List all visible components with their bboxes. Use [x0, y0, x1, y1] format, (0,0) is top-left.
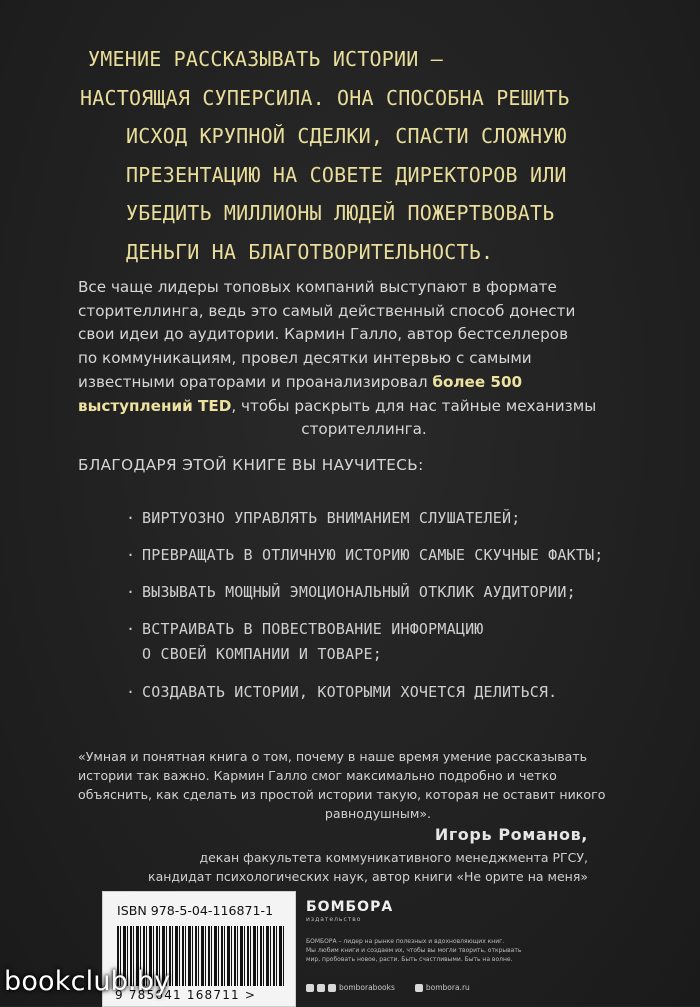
- paragraph-line: сторителлинга, ведь это самый действенный способ донести: [78, 301, 576, 320]
- site-watermark: bookclub.by: [4, 966, 171, 997]
- globe-icon: [415, 984, 423, 992]
- author-credentials: [148, 848, 588, 886]
- bullet-marker: ·: [126, 620, 136, 638]
- publisher-block: [306, 899, 686, 992]
- headline-line: УМЕНИЕ РАССКАЗЫВАТЬ ИСТОРИИ –: [88, 47, 443, 71]
- highlight-text: более 500: [432, 372, 523, 391]
- author-credential-line: кандидат психологических наук, автор книги «Не орите на меня»: [148, 869, 588, 884]
- quote-line: «Умная и понятная книга о том, почему в наше время умение рассказывать: [78, 749, 588, 764]
- paragraph-line: по коммуникациям, провел десятки интервью с самыми: [78, 349, 532, 368]
- list-item-text: ВСТРАИВАТЬ В ПОВЕСТВОВАНИЕ ИНФОРМАЦИЮ: [142, 620, 484, 638]
- learn-heading: БЛАГОДАРЯ ЭТОЙ КНИГЕ ВЫ НАУЧИТЕСЬ:: [78, 456, 424, 474]
- paragraph-line: свои идеи до аудитории. Кармин Галло, автор бестселлеров: [78, 325, 569, 344]
- social-handle: bomborabooks: [339, 983, 395, 992]
- list-item-text: ВИРТУОЗНО УПРАВЛЯТЬ ВНИМАНИЕМ СЛУШАТЕЛЕЙ;: [142, 509, 521, 527]
- social-network-icon: [306, 984, 314, 992]
- social-network-icon: [328, 984, 336, 992]
- headline-line: ИСХОД КРУПНОЙ СДЕЛКИ, СПАСТИ СЛОЖНУЮ: [126, 124, 567, 148]
- headline-line: ПРЕЗЕНТАЦИЮ НА СОВЕТЕ ДИРЕКТОРОВ ИЛИ: [126, 162, 567, 187]
- quote-author: [435, 825, 588, 844]
- publisher-desc-line: мир, пробовать новое, расти. Быть счастливыми. Быть на волне.: [306, 956, 513, 963]
- bullet-marker: ·: [126, 546, 136, 564]
- isbn-text: ISBN 978-5-04-116871-1: [117, 903, 274, 918]
- paragraph-line: [78, 371, 678, 395]
- list-item: [126, 680, 686, 705]
- list-item-text: О СВОЕЙ КОМПАНИИ И ТОВАРЕ;: [142, 645, 382, 663]
- list-item: [126, 543, 686, 568]
- list-item-text: ВЫЗЫВАТЬ МОЩНЫЙ ЭМОЦИОНАЛЬНЫЙ ОТКЛИК АУДИТОРИИ;: [142, 583, 576, 601]
- quote-line: объяснить, как сделать из простой истории такую, которая не оставит никого: [78, 787, 606, 802]
- publisher-description: [306, 937, 686, 964]
- list-item-text: СОЗДАВАТЬ ИСТОРИИ, КОТОРЫМИ ХОЧЕТСЯ ДЕЛИТЬСЯ.: [142, 683, 558, 701]
- paragraph-text: известными ораторами и проанализировал: [78, 372, 433, 391]
- quote-line: истории так важно. Кармин Галло смог максимально подробно и четко: [78, 768, 557, 783]
- paragraph-line: Все чаще лидеры топовых компаний выступают в формате: [78, 278, 557, 296]
- description-paragraph: [78, 276, 678, 442]
- list-item-text: ПРЕВРАЩАТЬ В ОТЛИЧНУЮ ИСТОРИЮ САМЫЕ СКУЧНЫЕ ФАКТЫ;: [142, 546, 604, 564]
- publisher-website: bombora.ru: [425, 983, 470, 992]
- publisher-subtitle: издательство: [306, 916, 362, 923]
- bullet-marker: ·: [126, 583, 136, 601]
- paragraph-line: сторителлинга.: [301, 420, 427, 439]
- author-credential-line: декан факультета коммуникативного менеджмента РГСУ,: [199, 850, 588, 865]
- list-item: [126, 506, 686, 531]
- highlight-text: выступлений TED: [78, 396, 232, 415]
- social-network-icon: [317, 984, 325, 992]
- publisher-logo: БОМБОРА: [306, 899, 394, 915]
- headline-line: ДЕНЬГИ НА БЛАГОТВОРИТЕЛЬНОСТЬ.: [126, 239, 494, 264]
- author-name: Игорь Романов,: [434, 825, 588, 844]
- list-item: [126, 617, 686, 667]
- headline: [80, 40, 670, 271]
- paragraph-text: , чтобы раскрыть для нас тайные механизмы: [231, 396, 597, 415]
- bullet-marker: ·: [126, 683, 136, 701]
- headline-line: НАСТОЯЩАЯ СУПЕРСИЛА. ОНА СПОСОБНА РЕШИТЬ: [80, 85, 570, 110]
- barcode-number: 9 785041 168711 >: [115, 988, 257, 1002]
- bullet-marker: ·: [126, 509, 136, 527]
- review-quote: [78, 747, 678, 823]
- headline-line: УБЕДИТЬ МИЛЛИОНЫ ЛЮДЕЙ ПОЖЕРТВОВАТЬ: [126, 201, 555, 225]
- publisher-desc-line: БОМБОРА – лидер на рынке полезных и вдохновляющих книг.: [306, 938, 505, 945]
- quote-line: равнодушным».: [324, 806, 432, 821]
- publisher-desc-line: Мы любим книги и создаем их, чтобы вы могли творить, открывать: [306, 947, 522, 954]
- benefits-list: [126, 506, 686, 719]
- publisher-social: [306, 983, 686, 992]
- paragraph-line: [78, 395, 678, 419]
- list-item: [126, 580, 686, 605]
